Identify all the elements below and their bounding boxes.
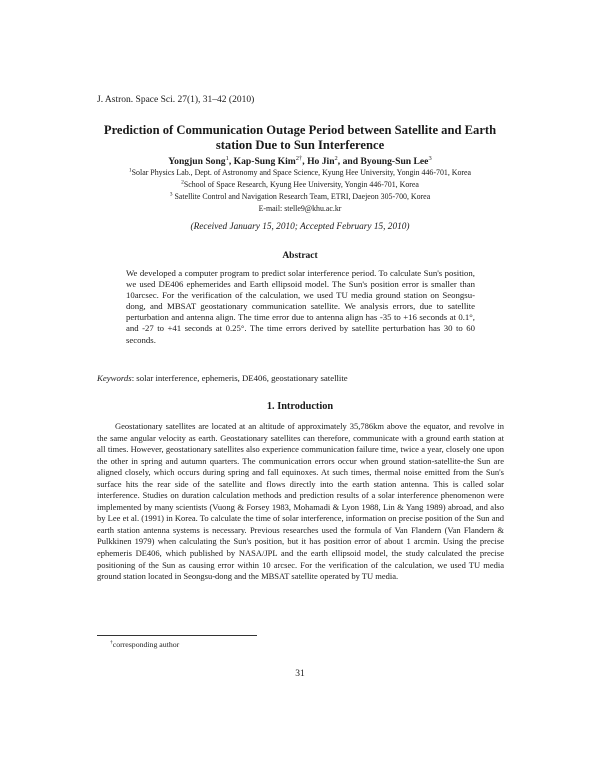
introduction-body: Geostationary satellites are located at an altitude of approximately 35,786km above the equator, and revolve in the same angular velocity as earth. Geostationary satellites can therefore, communicate with a ground earth station at all times. However, geostationary satellites also experience communication failure time, twice a year, closely one upon the other in spring and autumn quarters. The communication errors occur when ground station-satellite-the Sun are aligned closely, which occurs during spring and fall equinoxes. At such times, thermal noise emitted from the Sun's surface hits the rear side of the satellite and flows directly into the earth station antenna. This is called solar interference. Studies on duration calculation methods and prediction results of a solar interference phenomenon were implemented by many scientists (Vuong & Forsey 1983, Mohamadi & Lyon 1988, Lin & Yang 1989) abroad, and also by Lee et al. (1991) in Korea. To calculate the time of solar interference, information on precise position of the Sun and earth station antenna systems is necessary. Previous researches used the formula of Van Flandern (Van Flandern & Pulkkinen 1979) when calculating the Sun's position, but it has position error of about 1 arcmin. Using the precise ephemeris DE406, which published by NASA/JPL and the earth ellipsoid model, the study calculated the precise positioning of the Sun as causing error within 10 arcsec. For the verification of the calculation, we used TU media ground station located in Seongsu-dong and the MBSAT satellite operated by TU media. (97, 421, 504, 582)
affiliation-text: Solar Physics Lab., Dept. of Astronomy and Space Science, Kyung Hee University, Yongin 446-701, Korea (131, 168, 472, 177)
abstract-body: We developed a computer program to predict solar interference period. To calculate Sun's position, we used DE406 ephemerides and Earth ellipsoid model. The Sun's position error is smaller than 10arcsec. For the verification of the calculation, we used TU media ground station on Seongsu-dong, and MBSAT geostationary communication satellite. We analysis errors, due to satellite perturbation and antenna align. The time error due to antenna align has -35 to +16 seconds at 0.1°, and -27 to +41 seconds at 0.25°. The time errors derived by satellite perturbation has 30 to 60 seconds. (126, 268, 475, 345)
author-mark: 3 (428, 154, 432, 162)
footnote-text: corresponding author (112, 640, 180, 649)
author-list (100, 156, 500, 167)
affiliation-mark: 2 (181, 179, 184, 186)
affiliation (80, 180, 520, 190)
author-mark: 1 (225, 154, 229, 162)
footnote (110, 640, 179, 649)
author-name: Ho Jin (307, 156, 335, 167)
affiliation-text: School of Space Research, Kyung Hee University, Yongin 446-701, Korea (183, 180, 419, 189)
author-mark: 2† (295, 154, 303, 162)
received-dates: (Received January 15, 2010; Accepted February 15, 2010) (190, 222, 410, 232)
author-mark: 2 (334, 154, 338, 162)
contact-email: E-mail: stelle9@khu.ac.kr (258, 204, 342, 213)
paper-title: Prediction of Communication Outage Period between Satellite and Earth station Due to Sun Interference (103, 123, 497, 152)
author-name: Byoung-Sun Lee (360, 156, 429, 167)
author-separator: , (302, 156, 308, 167)
keywords-list: : solar interference, ephemeris, DE406, geostationary satellite (131, 373, 348, 383)
abstract-heading: Abstract (282, 251, 318, 261)
affiliation-mark: 3 (169, 191, 173, 198)
footnote-mark: † (110, 639, 113, 646)
keywords-label: Keywords (97, 373, 132, 383)
author-separator: , and (337, 156, 361, 167)
affiliation-text: Satellite Control and Navigation Research Team, ETRI, Daejeon 305-700, Korea (172, 192, 431, 201)
author-separator: , (228, 156, 234, 167)
affiliation-mark: 1 (128, 167, 132, 174)
author-name: Yongjun Song (168, 156, 226, 167)
page-number: 31 (295, 669, 305, 679)
journal-reference: J. Astron. Space Sci. 27(1), 31–42 (2010) (97, 95, 255, 105)
author-name: Kap-Sung Kim (233, 156, 296, 167)
affiliation (80, 192, 520, 202)
affiliation (80, 168, 520, 178)
section-heading: 1. Introduction (266, 401, 334, 412)
keywords (97, 373, 348, 383)
footnote-divider (97, 635, 257, 636)
